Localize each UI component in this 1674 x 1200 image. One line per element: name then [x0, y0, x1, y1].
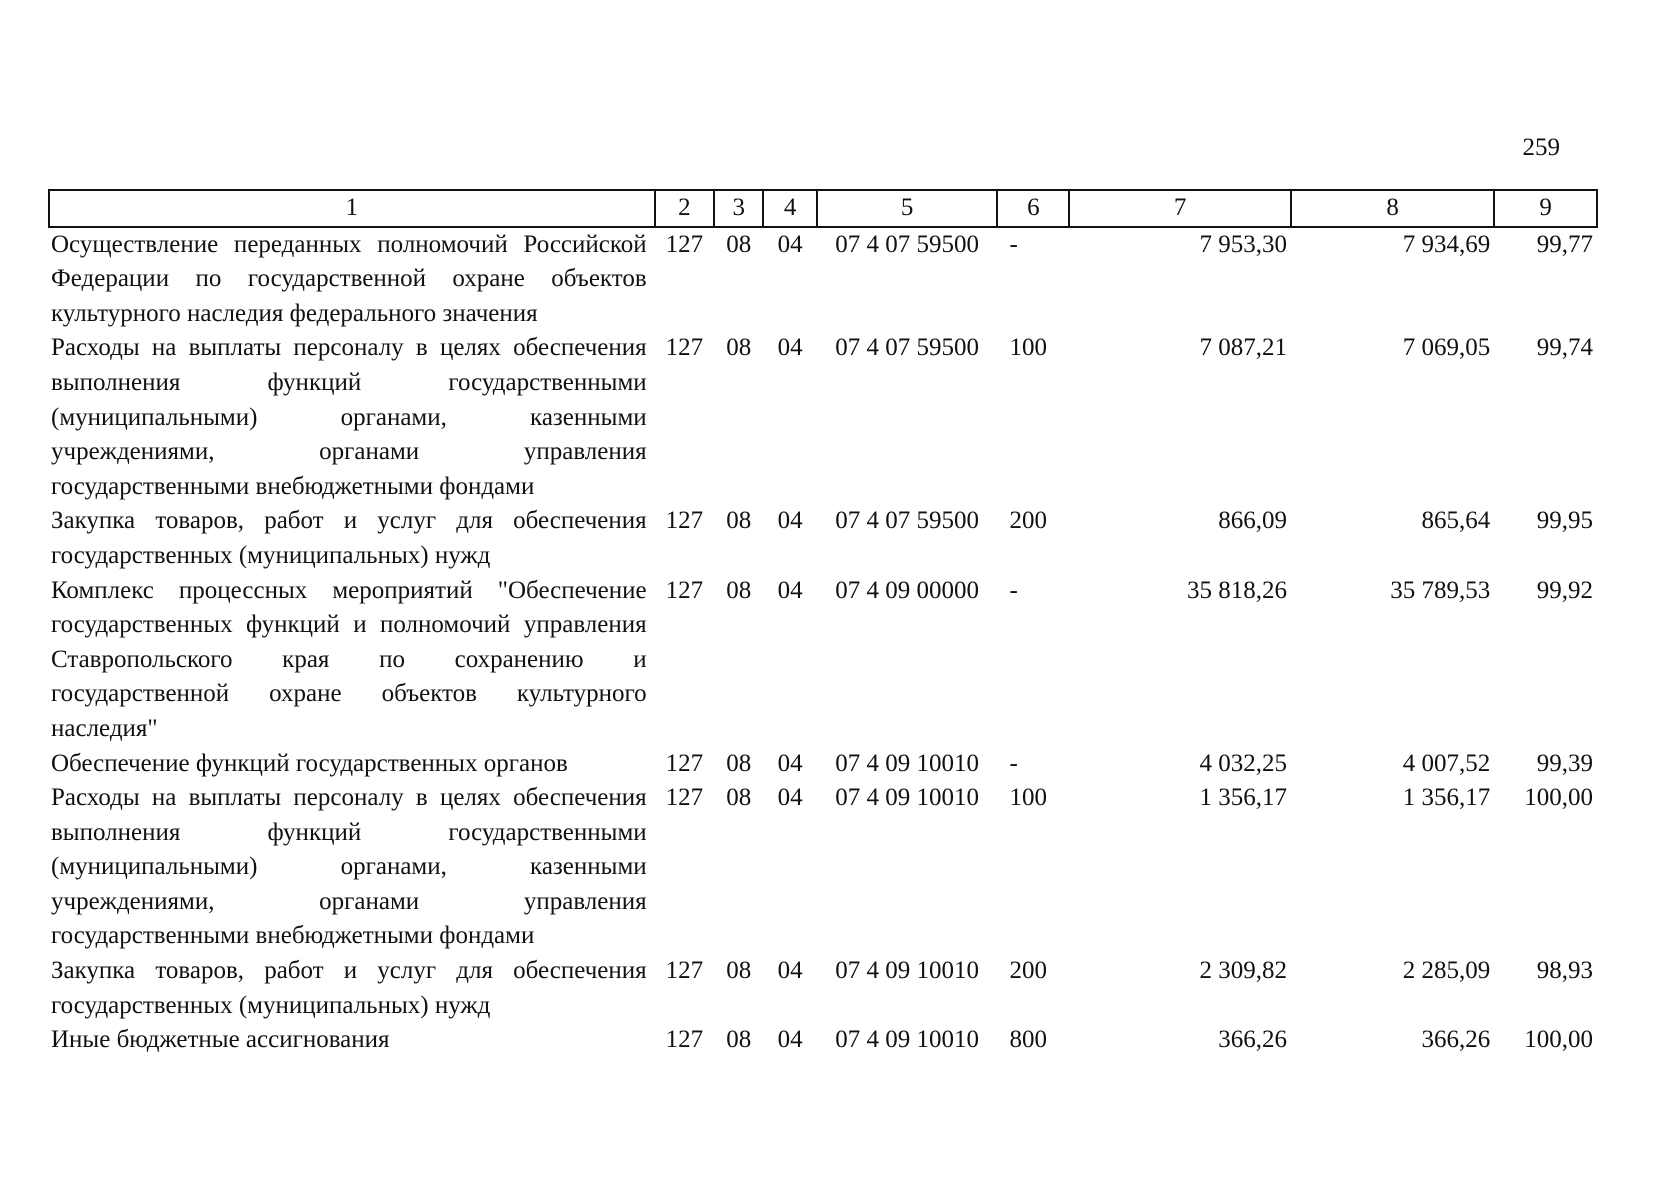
cell-section: 08 [726, 230, 752, 258]
cell-section: 08 [726, 576, 752, 604]
cell-subsection: 04 [777, 576, 803, 604]
table-row [49, 574, 1597, 747]
cell-section: 08 [726, 1026, 752, 1054]
cell-type: 100 [1009, 784, 1047, 812]
column-header: 6 [997, 190, 1069, 227]
cell-plan: 4 032,25 [1199, 749, 1288, 777]
row-name: Закупка товаров, работ и услуг для обеспечения государственных (муниципальных) нужд [51, 957, 647, 1019]
cell-plan: 7 953,30 [1199, 230, 1288, 258]
cell-target: 07 4 09 00000 [835, 576, 980, 604]
cell-percent: 98,93 [1536, 957, 1593, 985]
cell-section: 08 [726, 749, 752, 777]
column-header: 7 [1069, 190, 1291, 227]
cell-type: 800 [1009, 1026, 1047, 1054]
cell-subsection: 04 [777, 507, 803, 535]
cell-actual: 366,26 [1421, 1026, 1491, 1054]
cell-actual: 1 356,17 [1402, 784, 1491, 812]
cell-target: 07 4 09 10010 [835, 1026, 980, 1054]
cell-code: 127 [665, 957, 704, 985]
cell-target: 07 4 07 59500 [835, 334, 980, 362]
row-name: Иные бюджетные ассигнования [51, 1026, 390, 1054]
cell-code: 127 [665, 507, 704, 535]
cell-subsection: 04 [777, 1026, 803, 1054]
cell-percent: 99,77 [1536, 230, 1593, 258]
cell-percent: 99,95 [1536, 507, 1593, 535]
budget-table [48, 189, 1598, 1058]
column-header: 5 [817, 190, 998, 227]
table-row [49, 227, 1597, 332]
cell-section: 08 [726, 334, 752, 362]
column-header: 4 [763, 190, 816, 227]
row-name: Расходы на выплаты персоналу в целях обеспечения выполнения функций государственными (муниципальными) органами, казенными учреждениями, органами управления государственными внебюджетными фондами [51, 784, 647, 950]
cell-type: - [1009, 749, 1018, 777]
table-row [49, 781, 1597, 954]
cell-target: 07 4 07 59500 [835, 230, 980, 258]
cell-subsection: 04 [777, 749, 803, 777]
cell-plan: 866,09 [1218, 507, 1288, 535]
column-header: 1 [49, 190, 655, 227]
cell-target: 07 4 09 10010 [835, 749, 980, 777]
cell-section: 08 [726, 507, 752, 535]
column-header: 2 [655, 190, 715, 227]
row-name: Обеспечение функций государственных органов [51, 749, 568, 777]
cell-type: 200 [1009, 507, 1047, 535]
page-number: 259 [1522, 134, 1560, 161]
cell-type: 100 [1009, 334, 1047, 362]
cell-subsection: 04 [777, 784, 803, 812]
cell-percent: 100,00 [1524, 1026, 1593, 1054]
table-row [49, 331, 1597, 504]
cell-target: 07 4 09 10010 [835, 784, 980, 812]
cell-section: 08 [726, 784, 752, 812]
column-header: 9 [1494, 190, 1597, 227]
cell-code: 127 [665, 1026, 704, 1054]
cell-actual: 865,64 [1421, 507, 1491, 535]
cell-actual: 7 934,69 [1402, 230, 1491, 258]
cell-actual: 2 285,09 [1402, 957, 1491, 985]
table-row [49, 504, 1597, 573]
column-header: 3 [714, 190, 763, 227]
cell-code: 127 [665, 784, 704, 812]
cell-code: 127 [665, 230, 704, 258]
cell-actual: 35 789,53 [1390, 576, 1491, 604]
cell-code: 127 [665, 749, 704, 777]
row-name: Осуществление переданных полномочий Российской Федерации по государственной охране объектов культурного наследия федерального значения [51, 230, 647, 327]
cell-target: 07 4 07 59500 [835, 507, 980, 535]
row-name: Расходы на выплаты персоналу в целях обеспечения выполнения функций государственными (муниципальными) органами, казенными учреждениями, органами управления государственными внебюджетными фондами [51, 334, 647, 500]
cell-subsection: 04 [777, 957, 803, 985]
table-row [49, 1023, 1597, 1058]
cell-actual: 4 007,52 [1402, 749, 1491, 777]
header-row [49, 190, 1597, 227]
cell-plan: 366,26 [1218, 1026, 1288, 1054]
cell-plan: 2 309,82 [1199, 957, 1288, 985]
table-row [49, 954, 1597, 1023]
cell-target: 07 4 09 10010 [835, 957, 980, 985]
cell-percent: 100,00 [1524, 784, 1593, 812]
row-name: Закупка товаров, работ и услуг для обеспечения государственных (муниципальных) нужд [51, 507, 647, 569]
cell-actual: 7 069,05 [1402, 334, 1491, 362]
cell-subsection: 04 [777, 230, 803, 258]
cell-percent: 99,92 [1536, 576, 1593, 604]
cell-section: 08 [726, 957, 752, 985]
cell-plan: 1 356,17 [1199, 784, 1288, 812]
cell-plan: 7 087,21 [1199, 334, 1288, 362]
table-row [49, 747, 1597, 782]
row-name: Комплекс процессных мероприятий "Обеспечение государственных функций и полномочий управления Ставропольского края по сохранению и государственной охране объектов культурного наследия" [51, 576, 647, 742]
cell-code: 127 [665, 576, 704, 604]
cell-type: - [1009, 576, 1018, 604]
column-header: 8 [1291, 190, 1494, 227]
cell-code: 127 [665, 334, 704, 362]
cell-type: - [1009, 230, 1018, 258]
cell-percent: 99,74 [1536, 334, 1593, 362]
cell-plan: 35 818,26 [1187, 576, 1288, 604]
cell-type: 200 [1009, 957, 1047, 985]
cell-percent: 99,39 [1536, 749, 1593, 777]
cell-subsection: 04 [777, 334, 803, 362]
